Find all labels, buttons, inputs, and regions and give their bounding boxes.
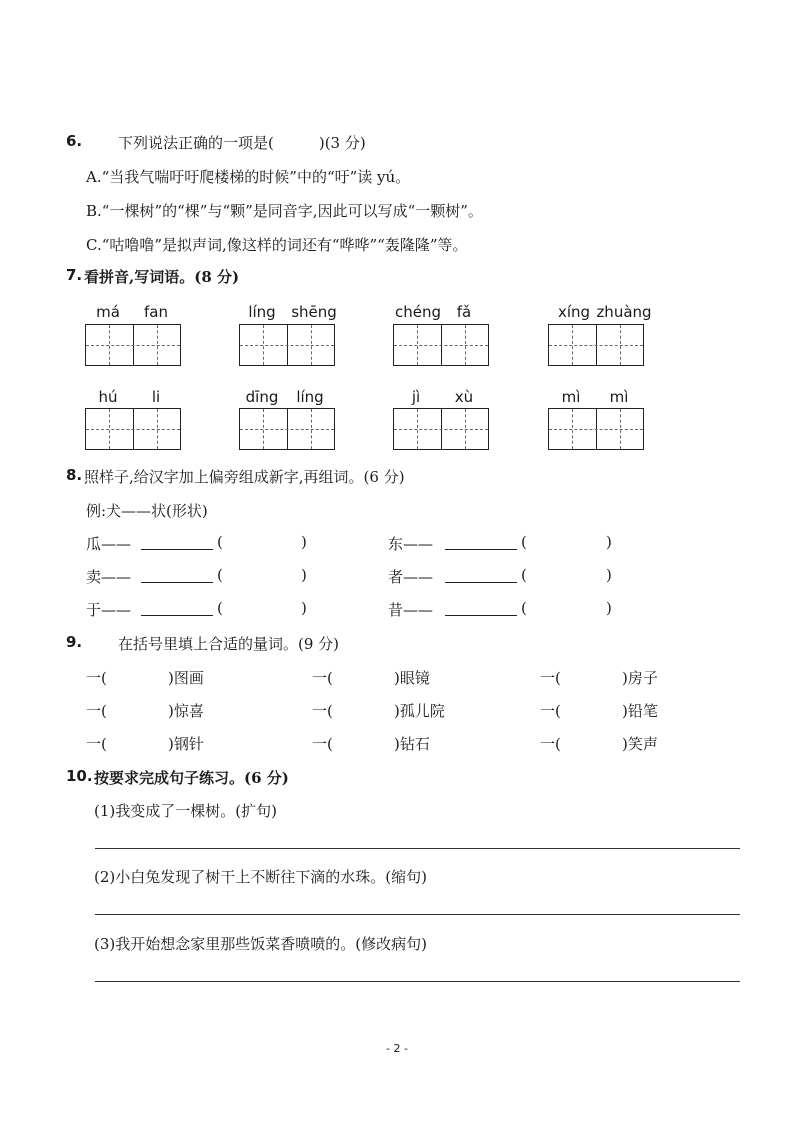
q8-char: 昔—— [388,601,434,619]
pinyin: zhuàng [596,303,652,321]
q9-pre: 一( [86,735,107,753]
pinyin: xù [454,388,474,406]
q9-post: )钻石 [394,735,430,753]
q9-post: )铅笔 [622,702,658,720]
q8-char: 瓜—— [86,535,132,553]
q7-stem: 看拼音,写词语。(8 分) [84,268,240,286]
pinyin: shēng [291,303,337,321]
q9-post: )孤儿院 [394,702,445,720]
writing-grid[interactable] [548,324,644,366]
q10-item: (3)我开始想念家里那些饭菜香喷喷的。(修改病句) [94,935,427,953]
paren-close: ) [606,566,612,584]
paren-open: ( [217,599,223,617]
q8-char: 东—— [388,535,434,553]
q9-stem: 在括号里填上合适的量词。(9 分) [118,635,340,653]
q9-pre: 一( [86,702,107,720]
q8-char: 卖—— [86,568,132,586]
paren-open: ( [521,533,527,551]
q9-pre: 一( [312,669,333,687]
paren-open: ( [521,599,527,617]
paren-close: ) [301,533,307,551]
answer-line[interactable] [445,549,517,550]
answer-line[interactable] [95,848,740,849]
pinyin: jì [411,388,421,406]
pinyin: mì [561,388,581,406]
writing-grid[interactable] [85,408,181,450]
q9-post: )钢针 [168,735,204,753]
writing-grid[interactable] [239,324,335,366]
pinyin: mì [609,388,629,406]
writing-grid[interactable] [393,324,489,366]
q9-pre: 一( [312,735,333,753]
pinyin: chéng [394,303,441,321]
q8-char: 于—— [86,601,132,619]
q10-item: (1)我变成了一棵树。(扩句) [94,802,277,820]
q6-option-c: C.“咕噜噜”是拟声词,像这样的词还有“哗哗”“轰隆隆”等。 [86,236,468,254]
answer-line[interactable] [141,615,213,616]
q9-post: )眼镜 [394,669,430,687]
q9-number: 9. [66,633,83,651]
q6-number: 6. [66,132,83,150]
answer-line[interactable] [141,582,213,583]
q7-number: 7. [66,266,83,284]
answer-line[interactable] [141,549,213,550]
writing-grid[interactable] [85,324,181,366]
writing-grid[interactable] [393,408,489,450]
q9-pre: 一( [86,669,107,687]
pinyin: fǎ [456,303,472,321]
paren-close: ) [606,599,612,617]
q9-pre: 一( [540,669,561,687]
q8-stem: 照样子,给汉字加上偏旁组成新字,再组词。(6 分) [84,468,405,486]
paren-close: ) [301,566,307,584]
q8-char: 者—— [388,568,434,586]
q6-option-b: B.“一棵树”的“棵”与“颗”是同音字,因此可以写成“一颗树”。 [86,202,483,220]
q10-stem: 按要求完成句子练习。(6 分) [94,769,289,787]
q9-pre: 一( [540,735,561,753]
paren-close: ) [606,533,612,551]
answer-line[interactable] [445,582,517,583]
q6-stem: 下列说法正确的一项是( )(3 分) [118,134,366,152]
page-number: - 2 - [386,1042,408,1055]
paren-close: ) [301,599,307,617]
q10-item: (2)小白兔发现了树干上不断往下滴的水珠。(缩句) [94,868,427,886]
q9-pre: 一( [540,702,561,720]
paren-open: ( [521,566,527,584]
q9-post: )房子 [622,669,658,687]
pinyin: hú [98,388,118,406]
q9-post: )惊喜 [168,702,204,720]
writing-grid[interactable] [548,408,644,450]
q6-option-a: A.“当我气喘吁吁爬楼梯的时候”中的“吁”读 yú。 [86,168,411,186]
pinyin: xíng [557,303,591,321]
pinyin: fan [144,303,168,321]
pinyin: má [96,303,120,321]
q9-post: )笑声 [622,735,658,753]
pinyin: líng [248,303,276,321]
pinyin: líng [296,388,324,406]
pinyin: dīng [245,388,279,406]
q9-pre: 一( [312,702,333,720]
writing-grid[interactable] [239,408,335,450]
paren-open: ( [217,533,223,551]
q9-post: )图画 [168,669,204,687]
pinyin: li [151,388,161,406]
paren-open: ( [217,566,223,584]
answer-line[interactable] [445,615,517,616]
q10-number: 10. [66,767,93,785]
answer-line[interactable] [95,981,740,982]
q8-example: 例:犬——状(形状) [86,502,208,520]
answer-line[interactable] [95,914,740,915]
q8-number: 8. [66,466,83,484]
